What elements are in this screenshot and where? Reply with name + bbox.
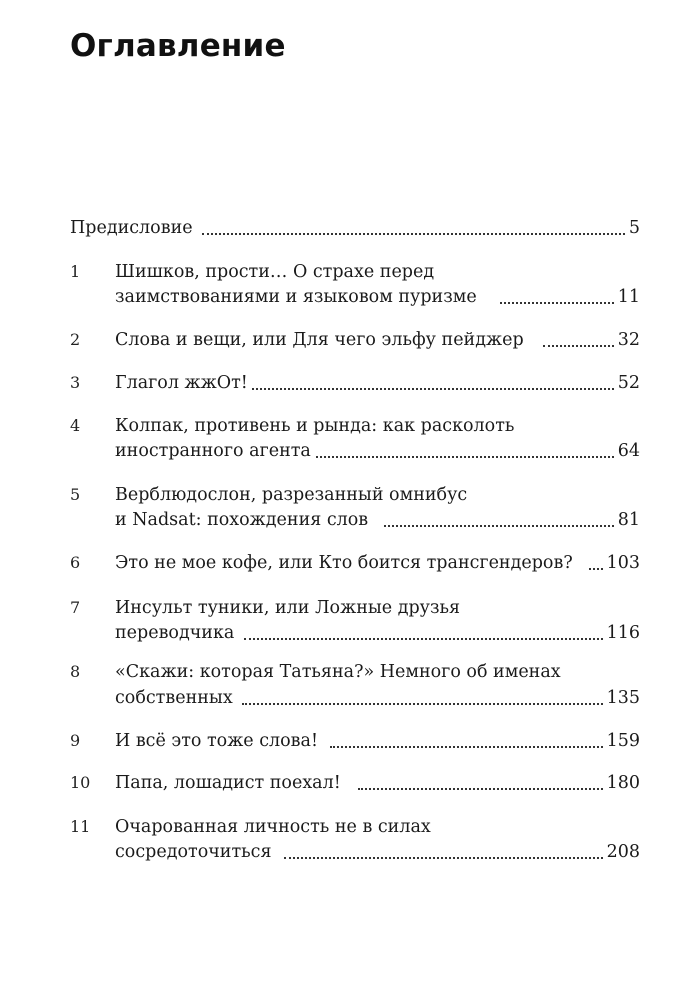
toc-leader xyxy=(384,506,640,534)
toc-leader xyxy=(252,369,640,397)
toc-entry-7[interactable] xyxy=(0,594,697,622)
toc-entry-7-cont[interactable] xyxy=(0,619,697,647)
dot-leader xyxy=(384,525,614,527)
toc-page-number: 52 xyxy=(617,373,640,393)
toc-chapter-number: 2 xyxy=(70,330,81,349)
toc-chapter-number: 7 xyxy=(70,598,81,617)
dot-leader xyxy=(202,233,625,235)
toc-page-number: 159 xyxy=(606,731,640,751)
toc-leader xyxy=(589,549,640,577)
toc-chapter-number: 3 xyxy=(70,373,81,392)
toc-entry-title: Предисловие xyxy=(70,218,193,238)
toc-entry-10[interactable] xyxy=(0,769,697,797)
toc-chapter-number: 9 xyxy=(70,731,81,750)
toc-entry-title-cont: собственных xyxy=(115,688,233,708)
toc-chapter-number: 4 xyxy=(70,416,81,435)
toc-chapter-number: 6 xyxy=(70,553,81,572)
toc-page-number: 116 xyxy=(606,623,640,643)
toc-entry-9[interactable] xyxy=(0,727,697,755)
toc-entry-4-cont[interactable] xyxy=(0,437,697,465)
dot-leader xyxy=(330,746,603,748)
toc-entry-5[interactable] xyxy=(0,481,697,509)
dot-leader xyxy=(252,388,614,390)
toc-page-number: 81 xyxy=(617,510,640,530)
toc-entry-3[interactable] xyxy=(0,369,697,397)
dot-leader xyxy=(316,456,614,458)
toc-chapter-number: 1 xyxy=(70,262,81,281)
toc-chapter-number: 11 xyxy=(70,817,91,836)
toc-entry-title: Верблюдослон, разрезанный омнибус xyxy=(115,485,468,505)
toc-entry-title: Папа, лошадист поехал! xyxy=(115,773,341,793)
toc-page-number: 208 xyxy=(606,842,640,862)
toc-entry-8-cont[interactable] xyxy=(0,684,697,712)
toc-entry-title: Глагол жжОт! xyxy=(115,373,248,393)
toc-entry-11[interactable] xyxy=(0,813,697,841)
toc-entry-title-cont: и Nadsat: похождения слов xyxy=(115,510,369,530)
dot-leader xyxy=(284,857,603,859)
toc-entry-title-cont: заимствованиями и языковом пуризме xyxy=(115,287,477,307)
dot-leader xyxy=(589,568,603,570)
toc-entry-title: Шишков, прости… О страхе перед xyxy=(115,262,435,282)
toc-entry-1-cont[interactable] xyxy=(0,283,697,311)
toc-leader xyxy=(244,619,640,647)
dot-leader xyxy=(500,302,614,304)
toc-page-number: 32 xyxy=(617,330,640,350)
toc-entry-title-cont: сосредоточиться xyxy=(115,842,272,862)
toc-entry-title: Колпак, противень и рында: как расколоть xyxy=(115,416,515,436)
toc-entry-title-cont: переводчика xyxy=(115,623,235,643)
toc-page-number: 103 xyxy=(606,553,640,573)
dot-leader xyxy=(242,703,603,705)
page-title: Оглавление xyxy=(70,28,286,64)
toc-chapter-number: 10 xyxy=(70,773,91,792)
toc-entry-1[interactable] xyxy=(0,258,697,286)
dot-leader xyxy=(358,788,603,790)
toc-entry-title: Слова и вещи, или Для чего эльфу пейджер xyxy=(115,330,524,350)
toc-page-number: 64 xyxy=(617,441,640,461)
toc-leader xyxy=(242,684,640,712)
toc-leader xyxy=(316,437,640,465)
toc-entry-8[interactable] xyxy=(0,658,697,686)
toc-page-number: 5 xyxy=(628,218,640,238)
toc-entry-title: Инсульт туники, или Ложные друзья xyxy=(115,598,461,618)
dot-leader xyxy=(244,638,603,640)
toc-leader xyxy=(284,838,640,866)
dot-leader xyxy=(543,345,614,347)
toc-leader xyxy=(330,727,640,755)
toc-leader xyxy=(543,326,640,354)
toc-chapter-number: 8 xyxy=(70,662,81,681)
toc-entry-title: Это не мое кофе, или Кто боится трансгендеров? xyxy=(115,553,573,573)
toc-entry-title: Очарованная личность не в силах xyxy=(115,817,431,837)
toc-entry-11-cont[interactable] xyxy=(0,838,697,866)
toc-entry-title-cont: иностранного агента xyxy=(115,441,311,461)
toc-page-number: 135 xyxy=(606,688,640,708)
toc-leader xyxy=(202,214,640,242)
toc-leader xyxy=(358,769,640,797)
toc-entry-2[interactable] xyxy=(0,326,697,354)
toc-entry-title: «Скажи: которая Татьяна?» Немного об именах xyxy=(115,662,561,682)
toc-entry-5-cont[interactable] xyxy=(0,506,697,534)
toc-leader xyxy=(500,283,640,311)
toc-entry-title: И всё это тоже слова! xyxy=(115,731,318,751)
toc-entry-4[interactable] xyxy=(0,412,697,440)
toc-page-number: 11 xyxy=(617,287,640,307)
toc-page-number: 180 xyxy=(606,773,640,793)
toc-entry-preface[interactable] xyxy=(0,214,697,242)
toc-chapter-number: 5 xyxy=(70,485,81,504)
toc-entry-6[interactable] xyxy=(0,549,697,577)
